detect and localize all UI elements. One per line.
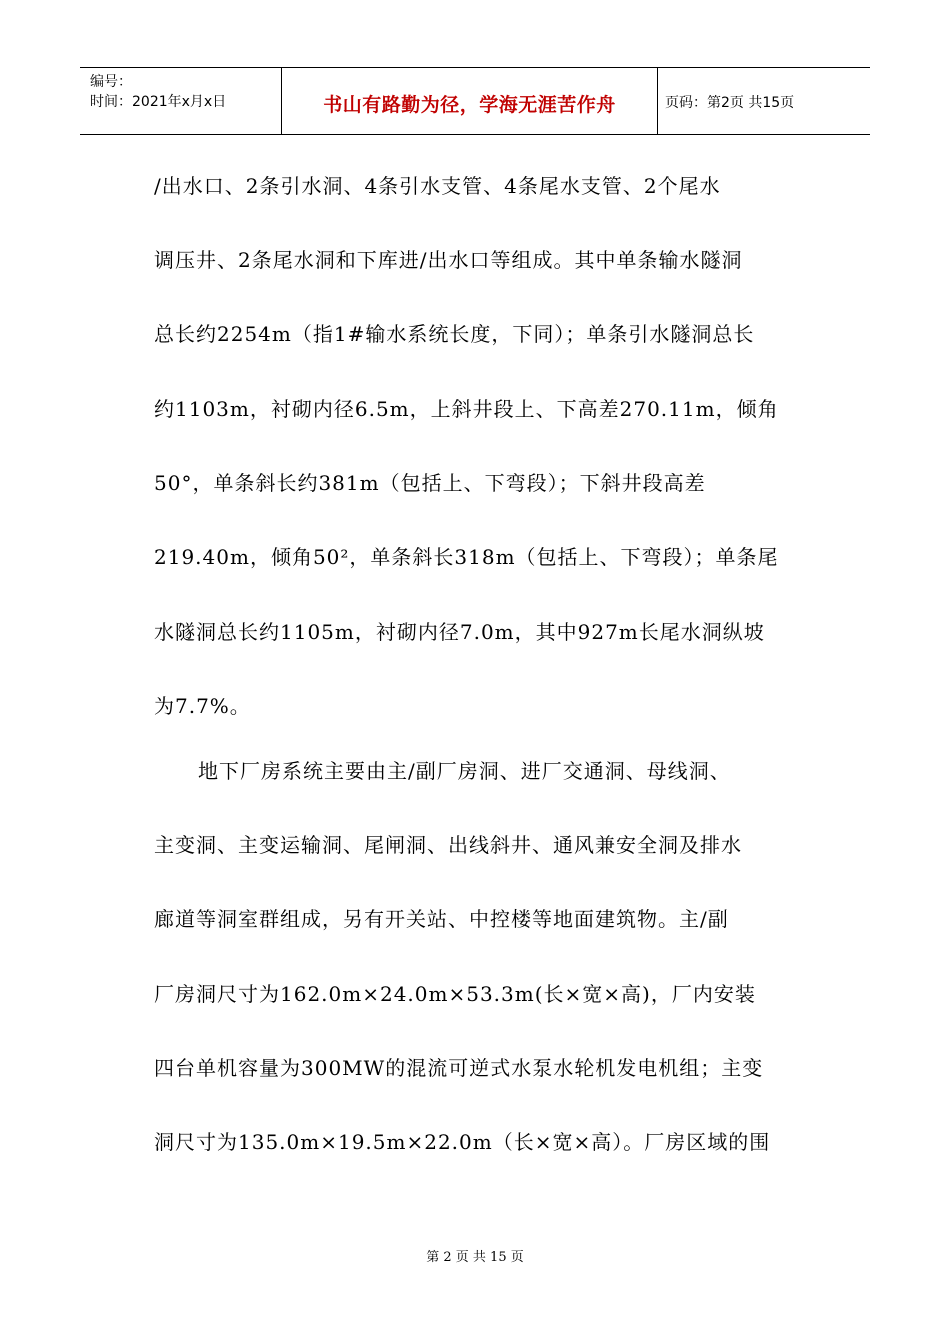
text-line: 50°，单条斜长约381m（包括上、下弯段）；下斜井段高差 (154, 471, 706, 495)
text-line: 洞尺寸为135.0m×19.5m×22.0m（长×宽×高）。厂房区域的围 (154, 1130, 771, 1154)
header-divider (657, 68, 658, 134)
text-line: /出水口、2条引水洞、4条引水支管、4条尾水支管、2个尾水 (154, 174, 721, 198)
page-header (80, 67, 870, 135)
text-line: 主变洞、主变运输洞、尾闸洞、出线斜井、通风兼安全洞及排水 (154, 833, 742, 857)
header-page-code: 页码：第2页 共15页 (665, 95, 795, 111)
paragraph-first-line: 地下厂房系统主要由主/副厂房洞、进厂交通洞、母线洞、 (198, 759, 731, 783)
text-line: 水隧洞总长约1105m，衬砌内径7.0m，其中927m长尾水洞纵坡 (154, 620, 765, 644)
text-line: 廊道等洞室群组成，另有开关站、中控楼等地面建筑物。主/副 (154, 907, 729, 931)
text-line: 219.40m，倾角50²，单条斜长318m（包括上、下弯段）；单条尾 (154, 545, 779, 569)
text-line: 为7.7%。 (154, 694, 251, 718)
document-time: 时间：2021年x月x日 (90, 94, 227, 110)
document-number-label: 编号： (90, 74, 132, 90)
text-line: 四台单机容量为300MW的混流可逆式水泵水轮机发电机组；主变 (154, 1056, 764, 1080)
header-meta (90, 72, 226, 112)
page-footer: 第 2 页 共 15 页 (426, 1250, 524, 1265)
header-motto: 书山有路勤为径，学海无涯苦作舟 (323, 94, 616, 116)
text-line: 总长约2254m（指1#输水系统长度，下同）；单条引水隧洞总长 (154, 322, 755, 346)
text-line: 约1103m，衬砌内径6.5m，上斜井段上、下高差270.11m，倾角 (154, 397, 779, 421)
text-line: 调压井、2条尾水洞和下库进/出水口等组成。其中单条输水隧洞 (154, 248, 743, 272)
text-line: 厂房洞尺寸为162.0m×24.0m×53.3m(长×宽×高)，厂内安装 (154, 982, 756, 1006)
